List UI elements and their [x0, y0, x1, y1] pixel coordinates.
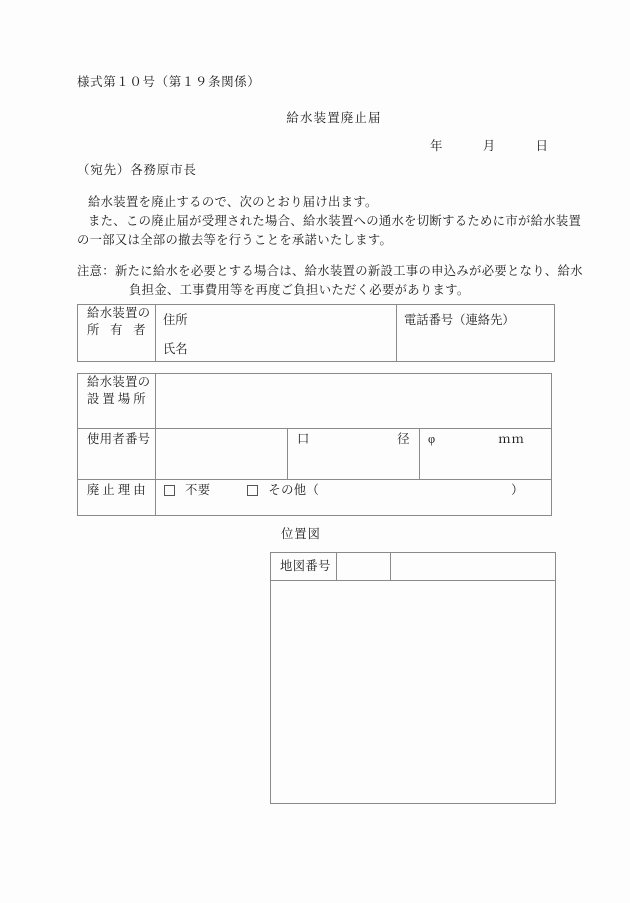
- reason-label-cell: [78, 480, 156, 516]
- owner-address-label: 住所: [163, 313, 188, 327]
- location-table: [77, 373, 552, 516]
- checkbox-unneeded[interactable]: [164, 485, 175, 496]
- diameter-label-cell: [288, 429, 420, 480]
- body-line-3: の一部又は全部の撤去等を行うことを承諾いたします。: [77, 233, 393, 247]
- table-row: [78, 374, 552, 429]
- form-number: 様式第１０号（第１９条関係）: [77, 75, 261, 89]
- reason-options: [156, 480, 551, 498]
- install-label-line-2: 設置場所: [87, 392, 146, 406]
- diameter-label: 口径: [297, 432, 410, 446]
- owner-label-line-2: 所有者: [87, 323, 146, 337]
- reason-option-1-label: 不要: [185, 483, 211, 497]
- diameter-value-field[interactable]: [420, 429, 552, 480]
- notice-line-1: 注意：新たに給水を必要とする場合は、給水装置の新設工事の申込みが必要となり、給水: [77, 264, 583, 278]
- date-line: [430, 136, 548, 154]
- map-section-title: 位置図: [281, 527, 321, 541]
- table-row: [271, 581, 556, 804]
- diameter-inner: [420, 429, 551, 447]
- document-title: [0, 108, 630, 126]
- owner-tel-field[interactable]: [397, 305, 555, 362]
- checkbox-other[interactable]: [247, 485, 258, 496]
- owner-table: [77, 304, 555, 362]
- user-number-field[interactable]: [156, 429, 288, 480]
- notice-line-2: 負担金、工事費用等を再度ご負担いただく必要があります。: [129, 283, 470, 297]
- install-label-line-1: 給水装置の: [87, 375, 151, 389]
- owner-name-field[interactable]: [156, 333, 397, 362]
- table-row: [78, 480, 552, 516]
- date-day-label: 日: [535, 139, 549, 153]
- owner-name-label: 氏名: [163, 342, 188, 356]
- reason-options-cell: [156, 480, 552, 516]
- table-row: [78, 305, 555, 334]
- owner-tel-label: 電話番号（連絡先）: [404, 313, 515, 327]
- table-row: [78, 429, 552, 480]
- reason-label: 廃止理由: [87, 483, 146, 497]
- table-row: [271, 553, 556, 581]
- map-number-field[interactable]: [337, 553, 391, 581]
- user-number-label: 使用者番号: [87, 432, 151, 446]
- date-month-label: 月: [482, 139, 496, 153]
- date-year-label: 年: [430, 139, 443, 153]
- map-note-field[interactable]: [391, 553, 556, 581]
- map-table: [270, 552, 556, 804]
- phi-symbol: φ: [428, 432, 436, 446]
- notice-block: [77, 262, 583, 300]
- addressee-line: （宛先）各務原市長: [77, 163, 197, 177]
- document-title-text: 給水装置廃止届: [286, 111, 382, 125]
- body-line-1: 給水装置を廃止するので、次のとおり届け出ます。: [88, 195, 378, 209]
- install-location-field[interactable]: [156, 374, 552, 429]
- install-location-label-cell: [78, 374, 156, 429]
- owner-label-cell: [78, 305, 156, 362]
- map-drawing-area[interactable]: [271, 581, 556, 804]
- user-number-label-cell: [78, 429, 156, 480]
- owner-address-field[interactable]: [156, 305, 397, 334]
- diameter-unit: ｍｍ: [498, 432, 525, 446]
- owner-label-line-1: 給水装置の: [87, 306, 151, 320]
- map-number-label: 地図番号: [280, 559, 331, 573]
- reason-option-2-label: その他（: [268, 483, 320, 497]
- map-number-label-cell: [271, 553, 337, 581]
- reason-paren-close: ）: [511, 483, 524, 497]
- body-line-2: また、この廃止届が受理された場合、給水装置への通水を切断するために市が給水装置: [88, 214, 582, 228]
